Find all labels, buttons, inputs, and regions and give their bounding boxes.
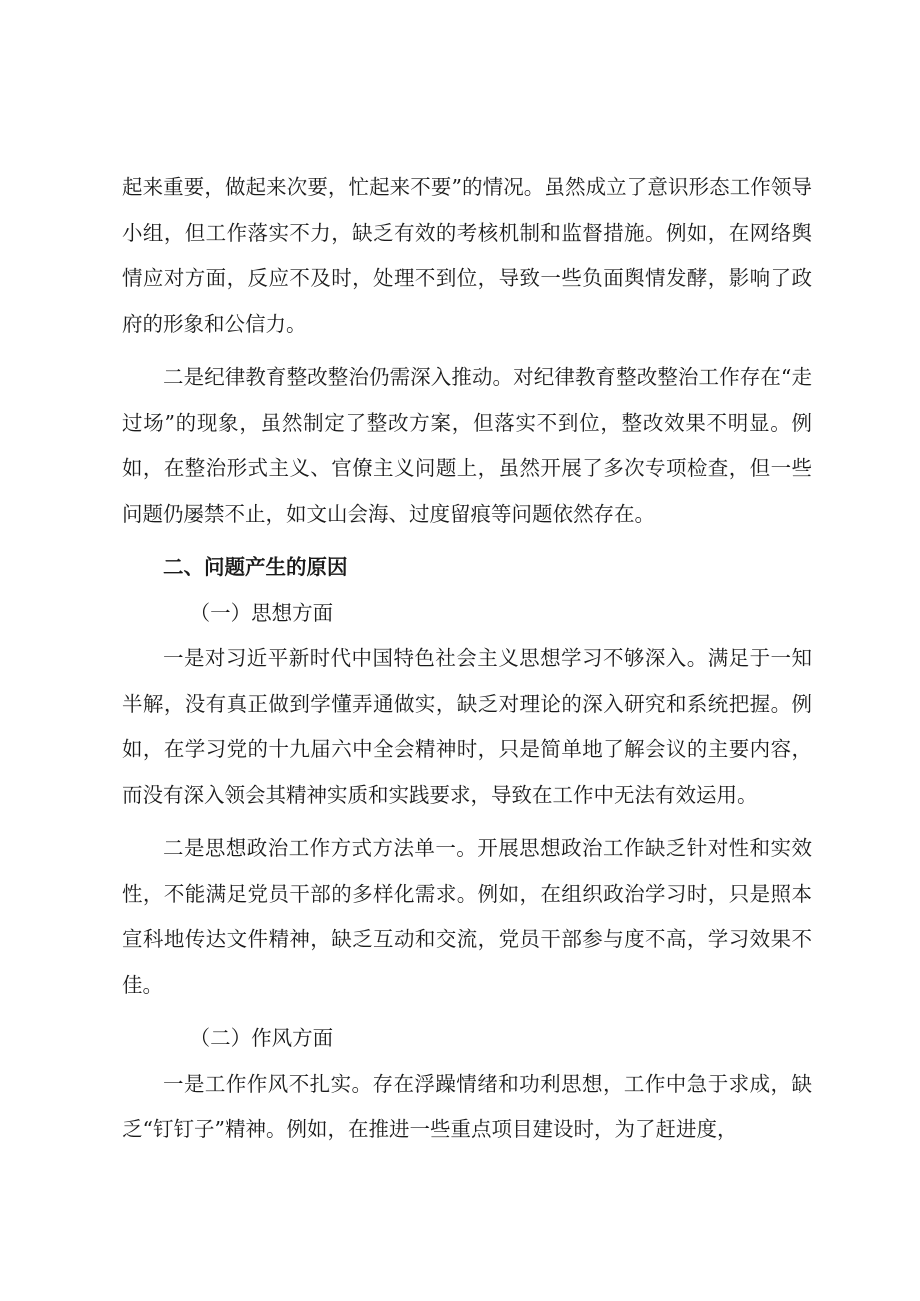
paragraph-work-style: 一是工作作风不扎实。存在浮躁情绪和功利思想，工作中急于求成，缺乏“钉钉子”精神。例如，在推进一些重点项目建设时，为了赶进度，	[122, 1071, 812, 1141]
subheading-work-style: （二）作风方面	[189, 1026, 334, 1050]
section-heading-causes: 二、问题产生的原因	[163, 555, 348, 579]
subheading-thinking: （一）思想方面	[189, 600, 334, 625]
paragraph-theory-study: 一是对习近平新时代中国特色社会主义思想学习不够深入。满足于一知半解，没有真正做到学懂弄通做实，缺乏对理论的深入研究和系统把握。例如，在学习党的十九届六中全会精神时，只是简单地了解会议的主要内容，而没有深入领会其精神实质和实践要求，导致在工作中无法有效运用。	[122, 646, 812, 807]
paragraph-continuation: 起来重要，做起来次要，忙起来不要”的情况。虽然成立了意识形态工作领导小组，但工作落实不力，缺乏有效的考核机制和监督措施。例如，在网络舆情应对方面，反应不及时，处理不到位，导致一些负面舆情发酵，影响了政府的形象和公信力。	[122, 175, 812, 336]
document-body	[122, 165, 812, 1153]
paragraph-discipline-education: 二是纪律教育整改整治仍需深入推动。对纪律教育整改整治工作存在“走过场”的现象，虽然制定了整改方案，但落实不到位，整改效果不明显。例如，在整治形式主义、官僚主义问题上，虽然开展了多次专项检查，但一些问题仍屡禁不止，如文山会海、过度留痕等问题依然存在。	[122, 365, 812, 526]
paragraph-political-work: 二是思想政治工作方式方法单一。开展思想政治工作缺乏针对性和实效性，不能满足党员干部的多样化需求。例如，在组织政治学习时，只是照本宣科地传达文件精神，缺乏互动和交流，党员干部参与度不高，学习效果不佳。	[122, 836, 812, 997]
